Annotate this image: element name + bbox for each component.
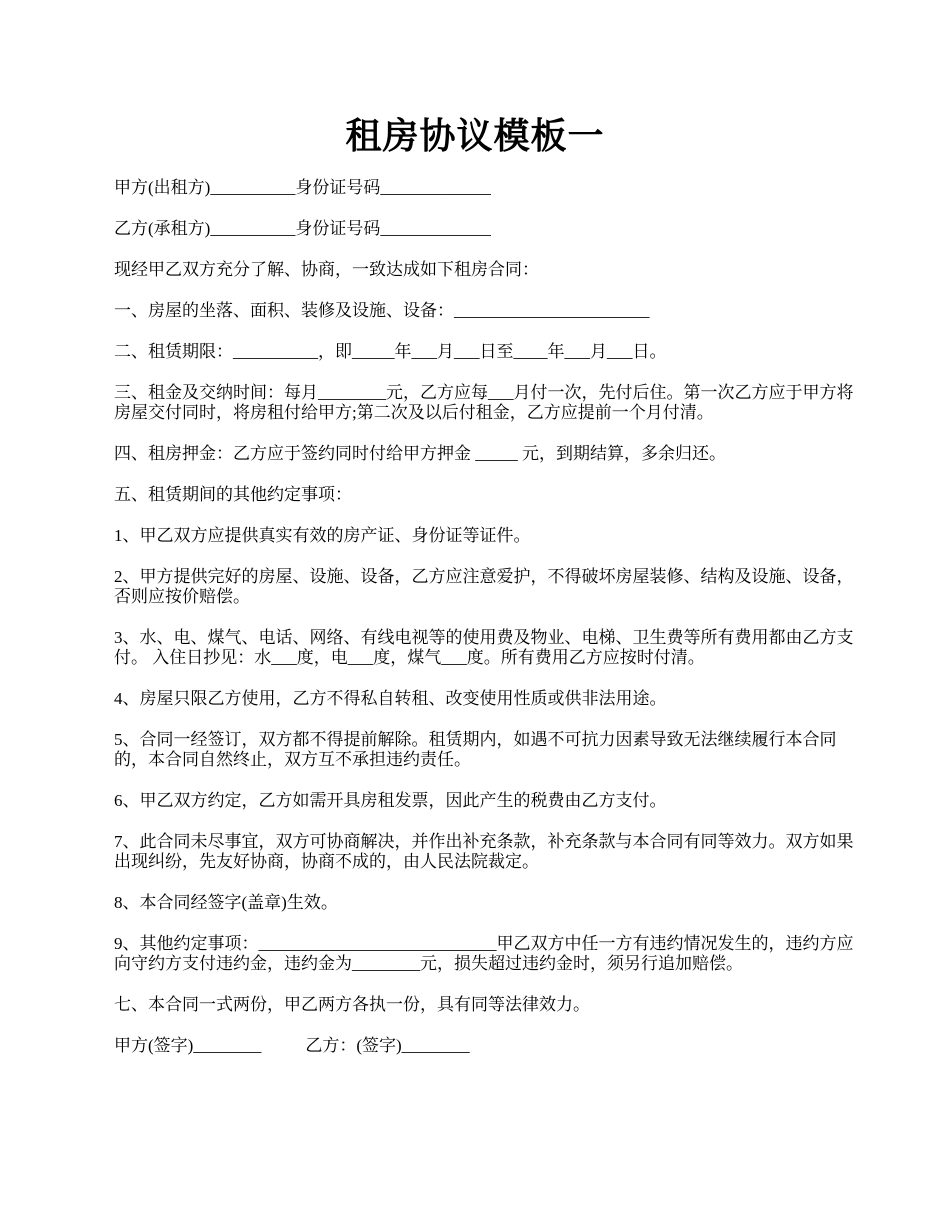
party-b-line: 乙方(承租方)__________身份证号码_____________ (114, 219, 491, 238)
document-title: 租房协议模板一 (345, 116, 605, 156)
clause-1: 一、房屋的坐落、面积、装修及设施、设备：_______________________ (114, 301, 650, 320)
signature-party-b: 乙方：(签字)________ (305, 1036, 470, 1055)
item-9: 9、其他约定事项：____________________________甲乙双方中任一方有违约情况发生的，违约方应向守约方支付违约金，违约金为________元，损失超过违约金时，须另行追加赔偿。 (114, 934, 854, 973)
item-4: 4、房屋只限乙方使用，乙方不得私自转租、改变使用性质或供非法用途。 (114, 689, 667, 708)
intro-paragraph: 现经甲乙双方充分了解、协商，一致达成如下租房合同： (114, 260, 539, 279)
item-1: 1、甲乙双方应提供真实有效的房产证、身份证等证件。 (114, 526, 531, 545)
item-3: 3、水、电、煤气、电话、网络、有线电视等的使用费及物业、电梯、卫生费等所有费用都由乙方支付。 入住日抄见：水___度，电___度，煤气___度。所有费用乙方应按时付清。 (114, 628, 854, 667)
clause-3: 三、租金及交纳时间：每月________元，乙方应每___月付一次，先付后住。第一次乙方应于甲方将房屋交付同时，将房租付给甲方;第二次及以后付租金，乙方应提前一个月付清。 (114, 383, 854, 422)
signature-line (114, 1036, 854, 1056)
document-body (114, 178, 854, 1077)
item-5: 5、合同一经签订，双方都不得提前解除。租赁期内，如遇不可抗力因素导致无法继续履行本合同的，本合同自然终止，双方互不承担违约责任。 (114, 730, 837, 769)
item-8: 8、本合同经签字(盖章)生效。 (114, 893, 338, 912)
clause-2: 二、租赁期限：__________，即_____年___月___日至____年___月___日。 (114, 342, 667, 361)
party-a-line: 甲方(出租方)__________身份证号码_____________ (114, 178, 491, 197)
clause-5: 五、租赁期间的其他约定事项： (114, 485, 352, 504)
clause-4: 四、租房押金：乙方应于签约同时付给甲方押金 _____ 元，到期结算，多余归还。 (114, 444, 726, 463)
item-7: 7、此合同未尽事宜，双方可协商解决，并作出补充条款，补充条款与本合同有同等效力。双方如果出现纠纷，先友好协商，协商不成的，由人民法院裁定。 (114, 832, 854, 871)
item-6: 6、甲乙双方约定，乙方如需开具房租发票，因此产生的税费由乙方支付。 (114, 791, 667, 810)
item-2: 2、甲方提供完好的房屋、设施、设备，乙方应注意爱护，不得破坏房屋装修、结构及设施、设备，否则应按价赔偿。 (114, 567, 854, 606)
clause-7: 七、本合同一式两份，甲乙两方各执一份，具有同等法律效力。 (114, 995, 590, 1014)
signature-party-a: 甲方(签字)________ (114, 1036, 262, 1055)
